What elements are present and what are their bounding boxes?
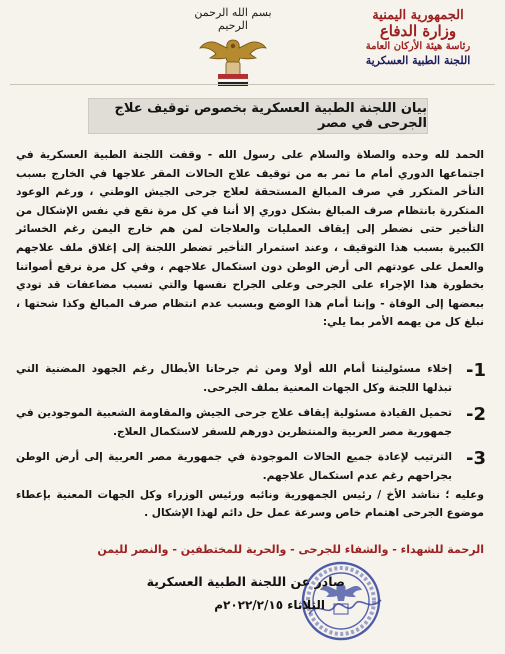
date-line: الثلاثاء ٢٠٢٢/٢/١٥م: [214, 598, 325, 612]
basmala: بسم الله الرحمن الرحيم: [194, 6, 272, 32]
letterhead-center: [178, 6, 288, 88]
closing-lead: وعليه: [455, 489, 484, 501]
list-item-number: 3-: [465, 448, 486, 469]
letterhead-line-2: وزارة الدفاع: [379, 22, 457, 40]
list-item-number: 1-: [465, 360, 486, 381]
closing-paragraph: [16, 486, 484, 522]
statement-title: بيان اللجنة الطبية العسكرية بخصوص توقيف علاج الجرحى في مصر: [88, 98, 428, 134]
issuer-line: صادر عن اللجنة الطبية العسكرية: [146, 574, 345, 589]
demands-list: [16, 360, 486, 492]
letterhead-line-3: رئاسة هيئة الأركان العامة: [365, 41, 471, 52]
statement-body: [16, 146, 484, 332]
letterhead-line-1: الجمهورية اليمنية: [372, 8, 464, 23]
list-item-text: الترتيب لإعادة جميع الحالات الموجودة في جمهورية مصر العربية إلى أرض الوطن بجراحهم رغم عدم استكمال علاجهم.: [16, 451, 452, 482]
list-item: [16, 360, 486, 398]
list-item-number: 2-: [465, 404, 486, 425]
list-item-text: إخلاء مسئوليتنا أمام الله أولا ومن ثم جرحانا الأبطال رغم الجهود المضنية التي تبذلها اللجنة وكل الجهات المعنية بملف الجرحى.: [16, 363, 452, 394]
header-divider: [10, 84, 495, 85]
yemen-eagle-emblem-icon: [198, 34, 268, 88]
letterhead-line-4: اللجنة الطبية العسكرية: [365, 54, 471, 67]
closing-text: ؛ نناشد الأخ / رئيس الجمهورية ونائبه ورئيس الوزراء وكل الجهات المعنية بإعطاء موضوع الجرحى اهتمام خاص وسرعة عمل حل دائم لهذا الإشكال .: [16, 489, 484, 519]
list-item: [16, 404, 486, 442]
list-item: [16, 448, 486, 486]
slogan: الرحمة للشهداء - والشفاء للجرحى - والحرية للمختطفين - والنصر لليمن: [97, 543, 484, 556]
body-paragraph: الحمد لله وحده والصلاة والسلام على رسول الله - وقفت اللجنة الطبية العسكرية في اجتماعها الدوري أمام ما تمر به من توقيف علاج الحالات المقر علاجها في الخارج بسبب التأخر المتكرر في صرف المبالغ المستحقة لعلاج جرحى الجيش الوطني ، ورغم الوعود المتكررة بانتظام صرف المبالغ بشكل دوري إلا أننا في كل مرة نقع في نفس الإشكال من التأخير حتى نضطر إلى إيقاف العمليات والعلاجات لمن هم خارج اليمن رغم الخسائر الكبيرة بسبب هذا التوقيف ، وعند استمرار التأخير تضطر اللجنة إلى إغلاق ملف علاجهم والعمل على عودتهم الى أرض الوطن دون استكمال علاجهم ، وفي كل مرة نرفع أصواتنا بخطورة هذا الإجراء على الجرحى وعلى الجراح نفسها والتي تسبب مضاعفات قد تودي ببعضها إلى الوفاة - وإننا أمام هذا الوضع وبسبب عدم انتظام صرف المبالغ وكذا شحتها ، نبلغ كل من يهمه الأمر بما يلي:: [16, 149, 484, 329]
list-item-text: تحميل القيادة مسئولية إيقاف علاج جرحى الجيش والمقاومة الشعبية الموجودين في جمهورية مصر العربية والمنتظرين دورهم للسفر لاستكمال العلاج.: [16, 407, 452, 438]
letterhead-right: [343, 8, 493, 68]
